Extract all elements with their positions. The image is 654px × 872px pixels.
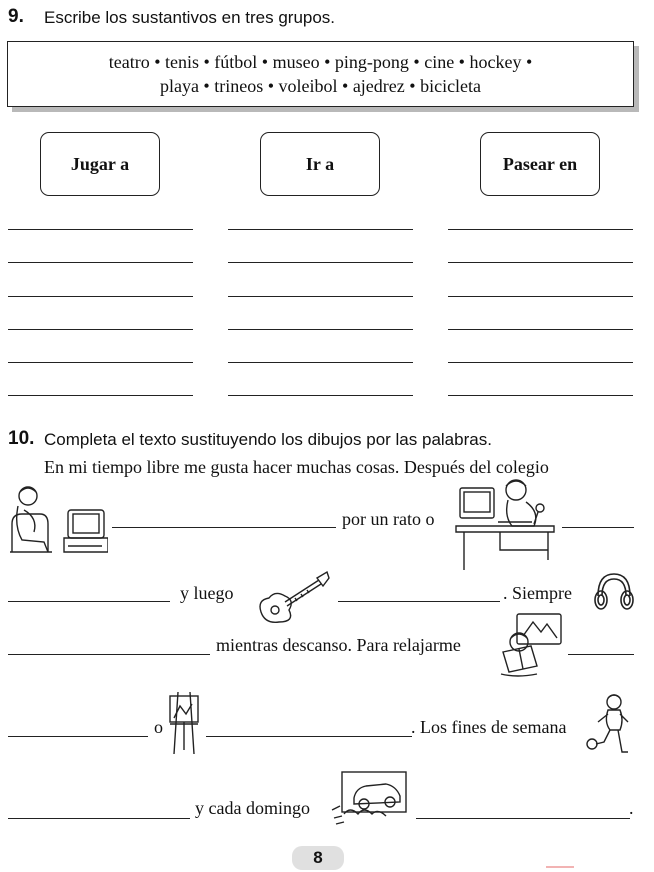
- exercise-10-intro: En mi tiempo libre me gusta hacer muchas cosas. Después del colegio: [44, 457, 549, 477]
- answer-line[interactable]: [448, 395, 633, 396]
- answer-line[interactable]: [448, 362, 633, 363]
- category-ir-a: Ir a: [260, 132, 380, 196]
- answer-line[interactable]: [228, 296, 413, 297]
- text-o: o: [154, 717, 163, 737]
- text-y-luego: y luego: [180, 583, 234, 603]
- category-pasear-en: Pasear en: [480, 132, 600, 196]
- headphones-icon: [592, 570, 636, 612]
- category-jugar-a: Jugar a: [40, 132, 160, 196]
- word-bank-line-2: playa • trineos • voleibol • ajedrez • bicicleta: [159, 76, 482, 96]
- answer-line[interactable]: [8, 362, 193, 363]
- answer-line[interactable]: [8, 262, 193, 263]
- easel-icon: [164, 690, 204, 756]
- boy-reading-icon: [497, 612, 563, 678]
- text-por-un-rato: por un rato o: [342, 509, 435, 529]
- blank-5[interactable]: [8, 654, 210, 655]
- decorative-mark: [546, 866, 574, 868]
- blank-3[interactable]: [8, 601, 170, 602]
- exercise-10-instruction: Completa el texto sustituyendo los dibujos por las palabras.: [44, 430, 492, 449]
- text-siempre: . Siempre: [503, 583, 572, 603]
- car-trip-icon: [330, 770, 410, 826]
- blank-2[interactable]: [562, 527, 634, 528]
- page-number: 8: [292, 846, 344, 870]
- boy-at-computer-icon: [454, 476, 558, 572]
- person-watching-tv-icon: [4, 482, 108, 556]
- text-fines-de-semana: . Los fines de semana: [411, 717, 567, 737]
- answer-line[interactable]: [8, 296, 193, 297]
- blank-7[interactable]: [8, 736, 148, 737]
- answer-line[interactable]: [228, 262, 413, 263]
- answer-line[interactable]: [448, 329, 633, 330]
- text-end-period: .: [629, 798, 634, 818]
- answer-line[interactable]: [8, 329, 193, 330]
- answer-line[interactable]: [448, 296, 633, 297]
- word-bank-line-1: teatro • tenis • fútbol • museo • ping-pong • cine • hockey •: [108, 52, 533, 72]
- boy-playing-soccer-icon: [584, 692, 634, 756]
- answer-line[interactable]: [228, 362, 413, 363]
- blank-6[interactable]: [568, 654, 634, 655]
- blank-4[interactable]: [338, 601, 500, 602]
- blank-8[interactable]: [206, 736, 412, 737]
- guitar-icon: [255, 570, 331, 626]
- answer-line[interactable]: [228, 395, 413, 396]
- word-bank: [7, 41, 634, 107]
- blank-9[interactable]: [8, 818, 190, 819]
- exercise-9-instruction: Escribe los sustantivos en tres grupos.: [44, 8, 336, 27]
- exercise-10-number: 10.: [8, 428, 35, 449]
- answer-line[interactable]: [8, 395, 193, 396]
- blank-1[interactable]: [112, 527, 336, 528]
- answer-line[interactable]: [448, 262, 633, 263]
- exercise-9-number: 9.: [8, 6, 24, 27]
- blank-10[interactable]: [416, 818, 630, 819]
- answer-line[interactable]: [448, 229, 633, 230]
- text-cada-domingo: y cada domingo: [195, 798, 310, 818]
- answer-line[interactable]: [228, 329, 413, 330]
- text-mientras: mientras descanso. Para relajarme: [216, 635, 461, 655]
- answer-line[interactable]: [228, 229, 413, 230]
- answer-line[interactable]: [8, 229, 193, 230]
